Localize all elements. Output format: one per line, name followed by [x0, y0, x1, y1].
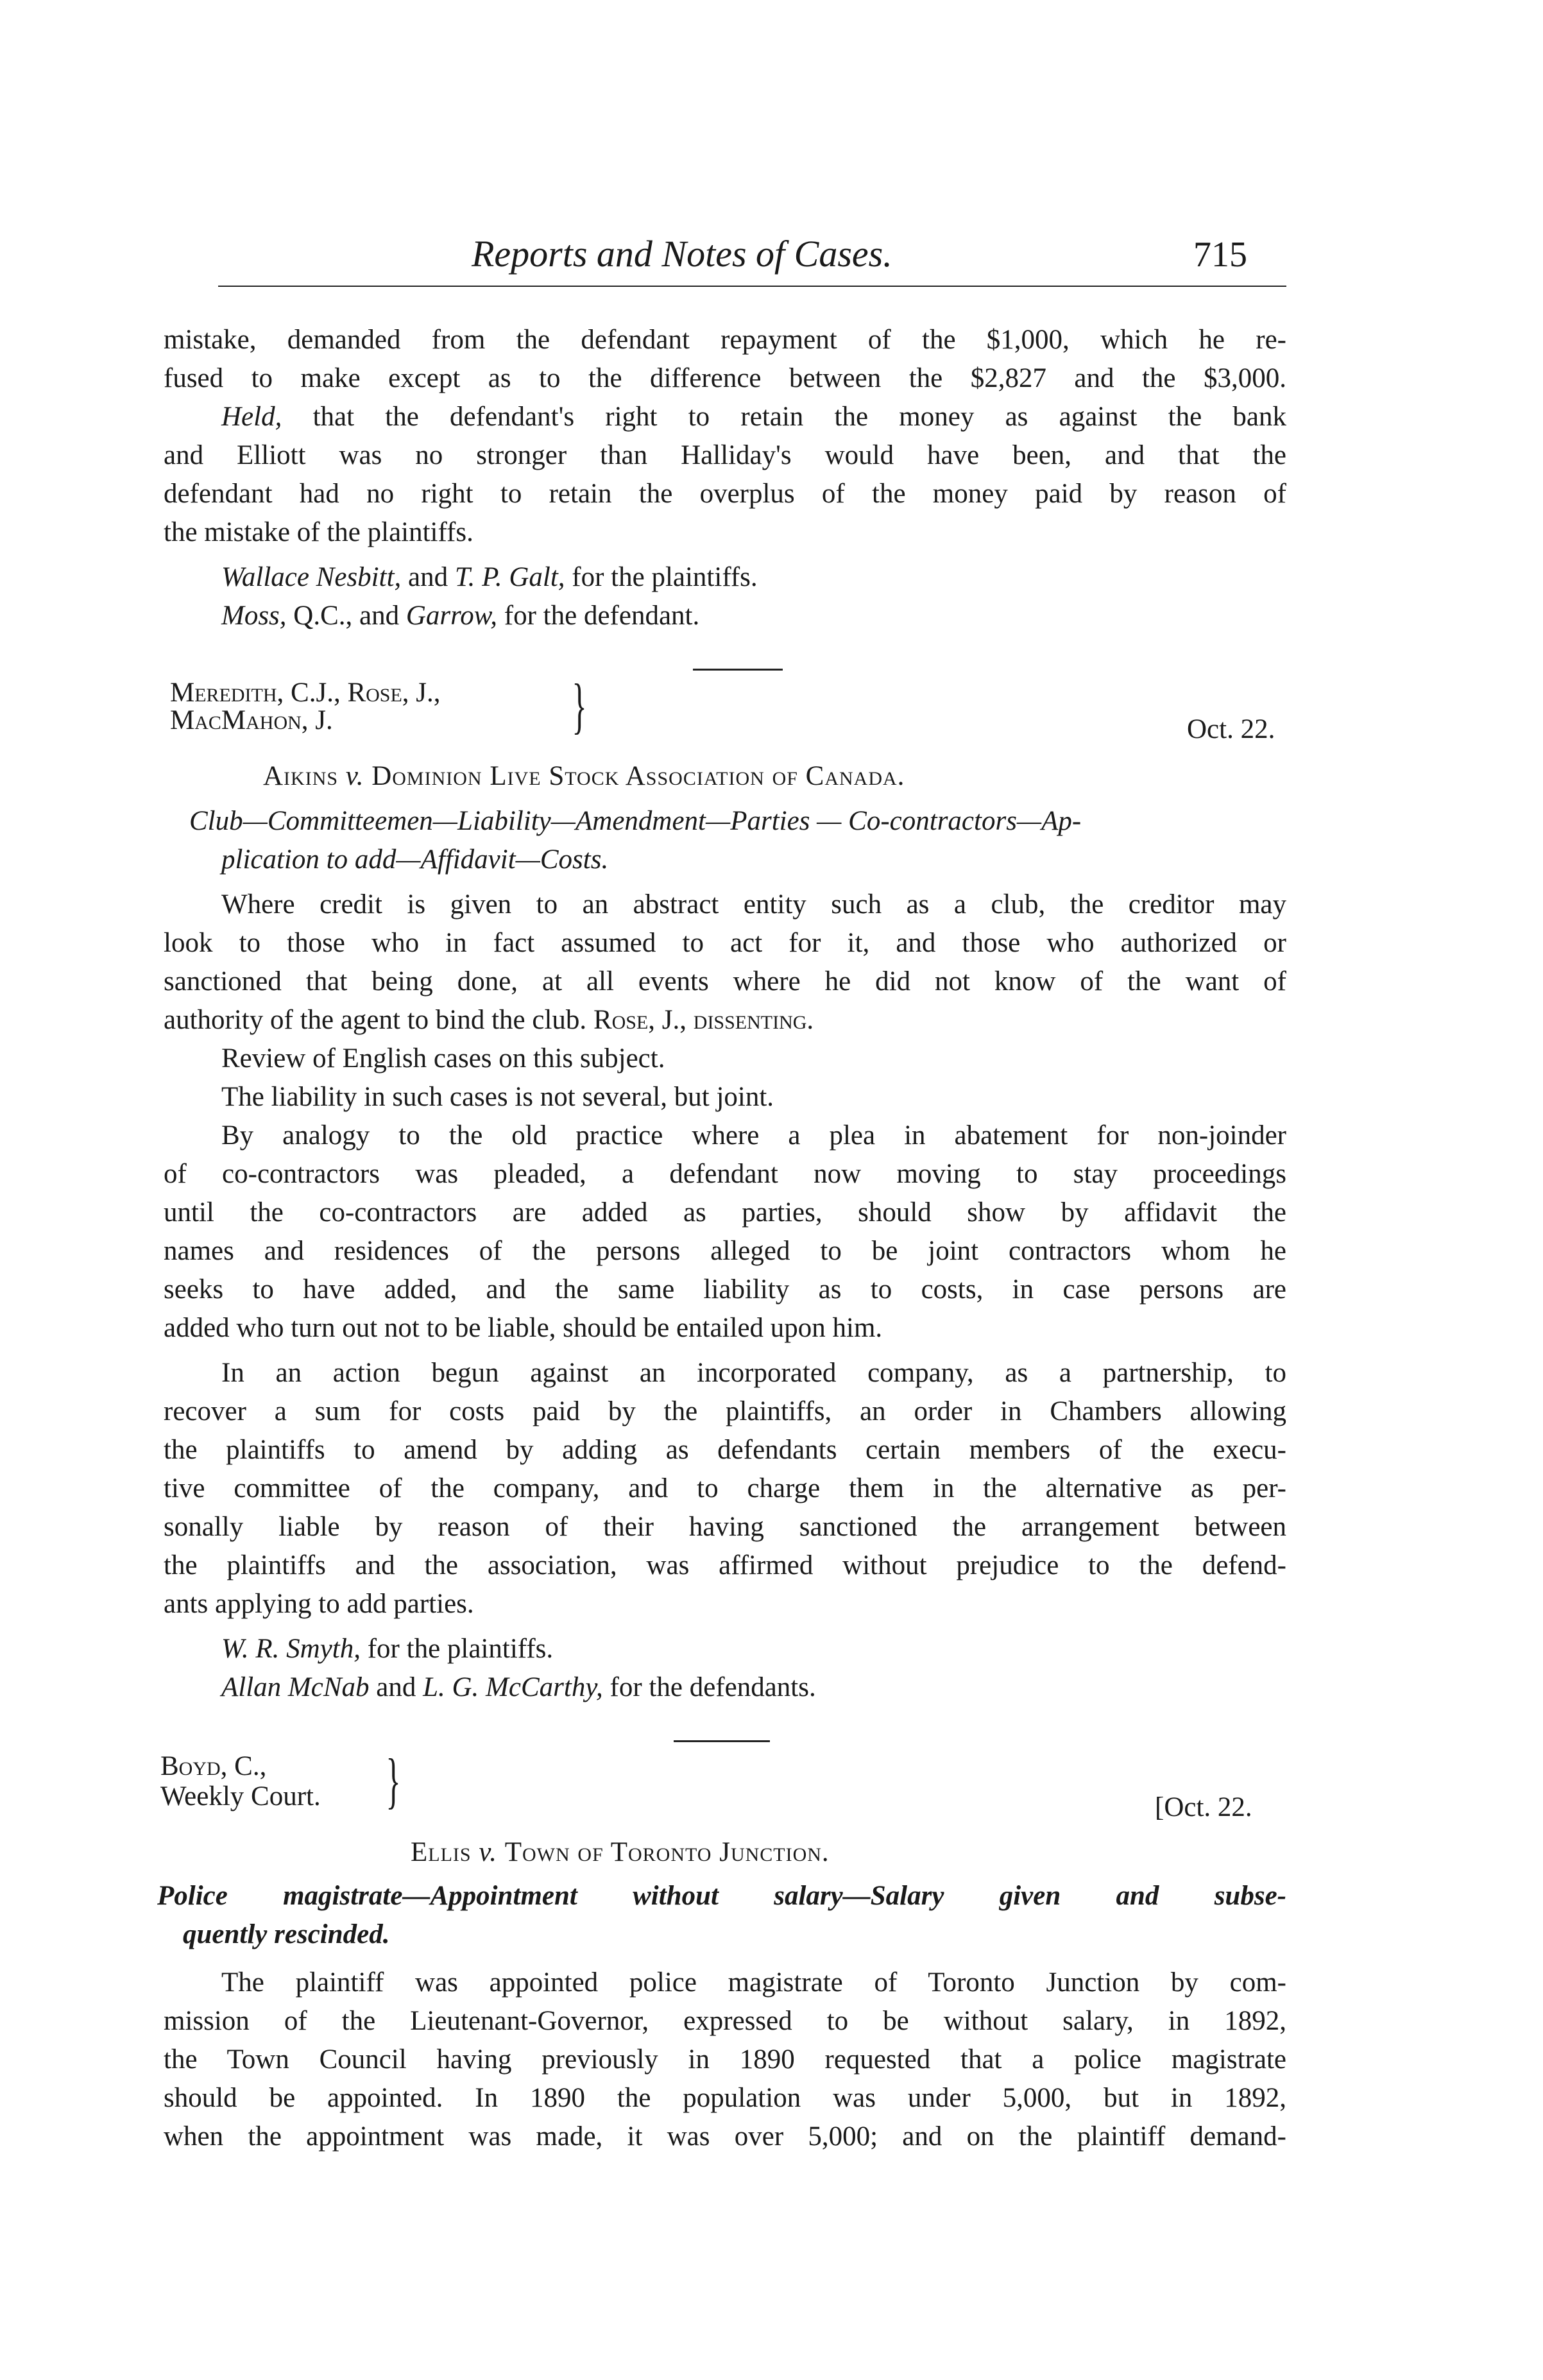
held-word: Held,: [221, 402, 282, 432]
case2-text-line: Where credit is given to an abstract entity such as a club, the creditor may: [221, 889, 1286, 920]
case3-brace: }: [386, 1746, 401, 1815]
counsel-name: Moss,: [221, 601, 287, 631]
counsel-name: T. P. Galt,: [454, 562, 565, 592]
case2-text-line: added who turn out not to be liable, should be entailed upon him.: [164, 1313, 883, 1343]
case1-held-line: [221, 398, 1286, 436]
versus: v.: [471, 1837, 505, 1867]
case1-text-line: defendant had no right to retain the overplus of the money paid by reason of: [164, 479, 1286, 509]
case1-held-text: that the defendant's right to retain the money as against the bank: [282, 402, 1286, 432]
case2-text-line: In an action begun against an incorporated company, as a partnership, to: [221, 1358, 1286, 1388]
case3-party-defendant: Town of Toronto Junction.: [504, 1837, 830, 1867]
case2-counsel-plaintiffs: [221, 1630, 1286, 1668]
case2-text-line: [164, 1001, 1286, 1040]
case2-party-plaintiff: Aikins: [263, 761, 339, 791]
case3-text-line: when the appointment was made, it was over 5,000; and on the plaintiff demand-: [164, 2121, 1286, 2152]
case2-party-defendant: Dominion Live Stock Association of Canada.: [371, 761, 905, 791]
case1-text-line: the mistake of the plaintiffs.: [164, 517, 473, 547]
counsel-role: for the defendant.: [497, 601, 700, 631]
case3-text-line: the Town Council having previously in 1890 requested that a police magistrate: [164, 2044, 1286, 2075]
counsel-role: for the defendants.: [602, 1672, 816, 1702]
case3-date: [Oct. 22.: [1155, 1792, 1252, 1822]
counsel-name: W. R. Smyth,: [221, 1634, 361, 1664]
case2-date: Oct. 22.: [1187, 714, 1275, 744]
case2-title: [263, 760, 905, 792]
counsel-name: L. G. McCarthy,: [423, 1672, 603, 1702]
case3-text-line: The plaintiff was appointed police magistrate of Toronto Junction by com-: [221, 1967, 1286, 1998]
case2-dissent: Rose, J., dissenting.: [593, 1005, 814, 1035]
case2-authority-text: authority of the agent to bind the club.: [164, 1005, 593, 1035]
case2-text-line: The liability in such cases is not several, but joint.: [221, 1082, 774, 1112]
section-divider: [674, 1740, 770, 1742]
case3-headnote: quently rescinded.: [183, 1919, 390, 1949]
case2-text-line: tive committee of the company, and to charge them in the alternative as per-: [164, 1473, 1286, 1503]
case3-headnote: Police magistrate—Appointment without salary—Salary given and subse-: [157, 1881, 1286, 1911]
case2-brace: }: [572, 671, 587, 740]
case2-counsel-defendants: [221, 1668, 1286, 1707]
counsel-name: Garrow,: [405, 601, 498, 631]
case3-party-plaintiff: Ellis: [411, 1837, 472, 1867]
case2-judges-line2: MacMahon, J.: [170, 705, 333, 735]
case2-text-line: the plaintiffs and the association, was affirmed without prejudice to the defend-: [164, 1550, 1286, 1580]
case1-counsel-defendant: [221, 597, 1286, 635]
case2-text-line: sanctioned that being done, at all events where he did not know of the want of: [164, 966, 1286, 997]
case2-text-line: look to those who in fact assumed to act for it, and those who authorized or: [164, 928, 1286, 958]
section-divider: [693, 669, 783, 671]
case3-text-line: mission of the Lieutenant-Governor, expressed to be without salary, in 1892,: [164, 2006, 1286, 2036]
case1-counsel-plaintiffs: [221, 558, 1286, 597]
case2-text-line: of co-contractors was pleaded, a defendant now moving to stay proceedings: [164, 1159, 1286, 1189]
counsel-connector: and: [401, 562, 455, 592]
case2-text-line: names and residences of the persons alleged to be joint contractors whom he: [164, 1236, 1286, 1266]
case1-text-line: fused to make except as to the difference between the $2,827 and the $3,000.: [164, 363, 1286, 393]
running-header-title: Reports and Notes of Cases.: [472, 233, 892, 275]
case1-text-line: and Elliott was no stronger than Halliday's would have been, and that the: [164, 440, 1286, 470]
case2-headnote: Club—Committeemen—Liability—Amendment—Parties — Co-contractors—Ap-: [189, 806, 1082, 836]
case2-text-line: By analogy to the old practice where a plea in abatement for non-joinder: [221, 1120, 1286, 1151]
case2-text-line: recover a sum for costs paid by the plaintiffs, an order in Chambers allowing: [164, 1396, 1286, 1426]
case3-judges-line2: Weekly Court.: [160, 1781, 321, 1811]
case1-text-line: mistake, demanded from the defendant repayment of the $1,000, which he re-: [164, 325, 1286, 355]
case3-title: [411, 1836, 830, 1868]
counsel-role: for the plaintiffs.: [360, 1634, 554, 1664]
page-number: 715: [1193, 235, 1247, 275]
case3-judges-line1: Boyd, C.,: [160, 1751, 267, 1781]
counsel-role: for the plaintiffs.: [565, 562, 758, 592]
counsel-connector: Q.C., and: [286, 601, 406, 631]
counsel-name: Allan McNab: [221, 1672, 370, 1702]
versus: v.: [338, 761, 372, 791]
case2-judges-line1: Meredith, C.J., Rose, J.,: [170, 678, 441, 708]
counsel-name: Wallace Nesbitt,: [221, 562, 402, 592]
case3-text-line: should be appointed. In 1890 the population was under 5,000, but in 1892,: [164, 2083, 1286, 2113]
case2-text-line: Review of English cases on this subject.: [221, 1043, 665, 1074]
case2-text-line: until the co-contractors are added as parties, should show by affidavit the: [164, 1197, 1286, 1228]
case2-text-line: seeks to have added, and the same liability as to costs, in case persons are: [164, 1274, 1286, 1305]
case2-text-line: sonally liable by reason of their having sanctioned the arrangement between: [164, 1512, 1286, 1542]
case2-headnote: plication to add—Affidavit—Costs.: [221, 844, 609, 875]
case2-text-line: the plaintiffs to amend by adding as defendants certain members of the execu-: [164, 1435, 1286, 1465]
case2-text-line: ants applying to add parties.: [164, 1589, 474, 1619]
counsel-connector: and: [369, 1672, 423, 1702]
header-rule: [218, 286, 1286, 287]
